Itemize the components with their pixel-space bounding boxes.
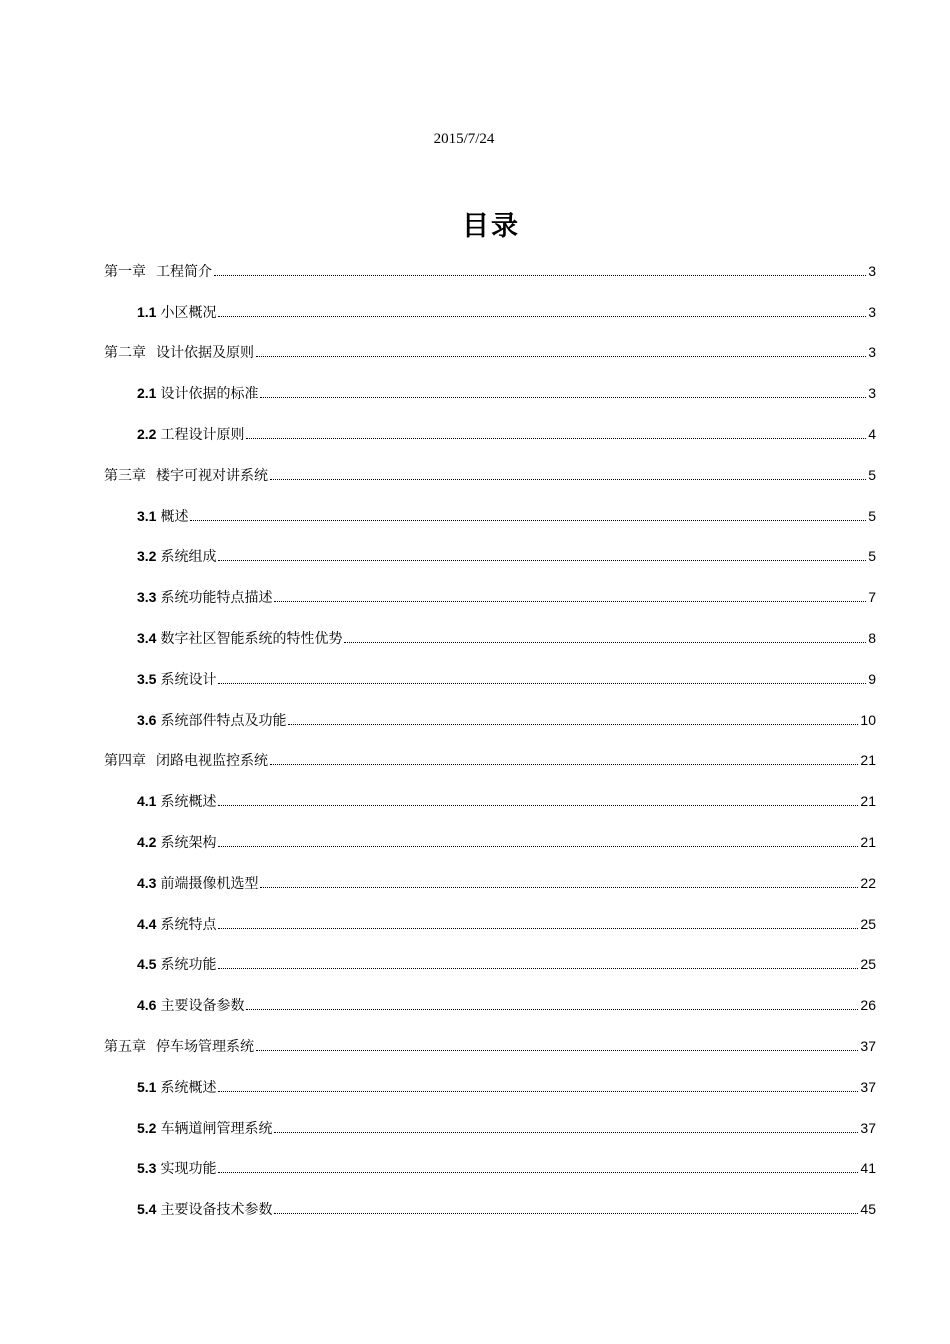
toc-entry-title: 小区概况 (160, 303, 217, 320)
toc-entry-title: 系统特点 (160, 915, 217, 932)
toc-chapter-entry[interactable] (104, 1025, 876, 1066)
toc-page-number: 25 (860, 915, 876, 932)
toc-section-number: 5.4 (137, 1201, 157, 1218)
table-of-contents (104, 250, 876, 1229)
toc-entry-title: 闭路电视监控系统 (156, 752, 268, 769)
toc-entry-title: 主要设备技术参数 (160, 1201, 273, 1218)
toc-section-entry[interactable] (104, 658, 876, 699)
toc-page-number: 3 (868, 262, 876, 279)
toc-dot-leader (218, 316, 866, 317)
toc-section-entry[interactable] (104, 780, 876, 821)
toc-entry-title: 数字社区智能系统的特性优势 (160, 629, 343, 646)
toc-dot-leader (218, 805, 858, 806)
toc-dot-leader (218, 968, 858, 969)
toc-entry-title: 系统部件特点及功能 (160, 711, 287, 728)
toc-chapter-entry[interactable] (104, 332, 876, 373)
toc-page-number: 26 (860, 997, 876, 1014)
toc-section-entry[interactable] (104, 944, 876, 985)
toc-section-number: 5.2 (137, 1119, 157, 1136)
toc-section-entry[interactable] (104, 576, 876, 617)
toc-section-entry[interactable] (104, 903, 876, 944)
toc-section-number: 2.1 (137, 385, 157, 402)
toc-section-number: 4.3 (137, 874, 157, 891)
toc-dot-leader (214, 275, 866, 276)
toc-page-number: 37 (860, 1037, 876, 1054)
toc-page-number: 9 (868, 670, 876, 687)
toc-entry-title: 系统组成 (160, 548, 217, 565)
toc-section-entry[interactable] (104, 862, 876, 903)
toc-dot-leader (246, 1009, 858, 1010)
toc-page-number: 5 (868, 466, 876, 483)
toc-section-number: 3.3 (137, 589, 157, 606)
toc-entry-title: 实现功能 (160, 1160, 217, 1177)
toc-entry-title: 概述 (160, 507, 189, 524)
toc-section-entry[interactable] (104, 536, 876, 577)
toc-chapter-entry[interactable] (104, 740, 876, 781)
toc-section-entry[interactable] (104, 495, 876, 536)
toc-chapter-entry[interactable] (104, 454, 876, 495)
toc-dot-leader (260, 397, 866, 398)
toc-dot-leader (344, 642, 866, 643)
toc-entry-title: 设计依据的标准 (160, 385, 259, 402)
toc-section-entry[interactable] (104, 1107, 876, 1148)
toc-entry-title: 工程设计原则 (160, 425, 245, 442)
toc-entry-title: 设计依据及原则 (156, 344, 254, 361)
toc-section-number: 4.4 (137, 915, 157, 932)
toc-page-number: 37 (860, 1078, 876, 1095)
toc-chapter-number: 第三章 (104, 466, 146, 483)
toc-section-number: 3.1 (137, 507, 157, 524)
toc-section-entry[interactable] (104, 372, 876, 413)
toc-page-number: 45 (860, 1201, 876, 1218)
toc-section-number: 3.4 (137, 629, 157, 646)
toc-dot-leader (218, 1172, 858, 1173)
toc-page-number: 25 (860, 956, 876, 973)
toc-entry-title: 主要设备参数 (160, 997, 245, 1014)
toc-section-number: 4.2 (137, 833, 157, 850)
toc-page-number: 21 (860, 833, 876, 850)
toc-chapter-number: 第四章 (104, 752, 146, 769)
toc-dot-leader (274, 1213, 858, 1214)
toc-entry-title: 系统功能特点描述 (160, 589, 273, 606)
toc-dot-leader (218, 928, 858, 929)
toc-dot-leader (218, 560, 866, 561)
toc-title: 目录 (462, 211, 520, 242)
toc-section-number: 4.6 (137, 997, 157, 1014)
toc-section-entry[interactable] (104, 1066, 876, 1107)
toc-entry-title: 车辆道闸管理系统 (160, 1119, 273, 1136)
toc-section-number: 4.1 (137, 793, 157, 810)
toc-dot-leader (288, 724, 858, 725)
toc-section-entry[interactable] (104, 1148, 876, 1189)
toc-page-number: 5 (868, 548, 876, 565)
toc-entry-title: 系统功能 (160, 956, 217, 973)
toc-page-number: 22 (860, 874, 876, 891)
toc-entry-title: 工程简介 (156, 262, 212, 279)
toc-section-entry[interactable] (104, 699, 876, 740)
toc-dot-leader (190, 520, 866, 521)
toc-page-number: 3 (868, 344, 876, 361)
toc-entry-title: 系统概述 (160, 793, 217, 810)
toc-page-number: 7 (868, 589, 876, 606)
toc-page-number: 8 (868, 629, 876, 646)
toc-entry-title: 停车场管理系统 (156, 1037, 254, 1054)
toc-dot-leader (256, 356, 866, 357)
toc-section-entry[interactable] (104, 291, 876, 332)
toc-chapter-number: 第一章 (104, 262, 146, 279)
toc-section-number: 1.1 (137, 303, 157, 320)
toc-chapter-number: 第二章 (104, 344, 146, 361)
toc-chapter-entry[interactable] (104, 250, 876, 291)
toc-dot-leader (260, 887, 858, 888)
toc-section-number: 5.1 (137, 1078, 157, 1095)
header-date: 2015/7/24 (433, 131, 495, 147)
toc-page-number: 41 (860, 1160, 876, 1177)
toc-dot-leader (246, 438, 866, 439)
toc-entry-title: 系统设计 (160, 670, 217, 687)
toc-dot-leader (274, 1132, 858, 1133)
toc-section-number: 3.5 (137, 670, 157, 687)
toc-page-number: 21 (860, 793, 876, 810)
toc-entry-title: 系统架构 (160, 833, 217, 850)
toc-page-number: 21 (860, 752, 876, 769)
toc-chapter-number: 第五章 (104, 1037, 146, 1054)
toc-dot-leader (270, 479, 866, 480)
toc-section-entry[interactable] (104, 617, 876, 658)
toc-dot-leader (256, 1050, 858, 1051)
toc-section-number: 3.6 (137, 711, 157, 728)
toc-page-number: 3 (868, 385, 876, 402)
toc-entry-title: 楼宇可视对讲系统 (156, 466, 268, 483)
toc-dot-leader (218, 683, 866, 684)
toc-page-number: 5 (868, 507, 876, 524)
toc-section-entry[interactable] (104, 984, 876, 1025)
toc-section-entry[interactable] (104, 821, 876, 862)
toc-page-number: 37 (860, 1119, 876, 1136)
toc-entry-title: 系统概述 (160, 1078, 217, 1095)
toc-dot-leader (218, 846, 858, 847)
toc-section-entry[interactable] (104, 1188, 876, 1229)
toc-page-number: 10 (860, 711, 876, 728)
toc-page-number: 3 (868, 303, 876, 320)
toc-dot-leader (270, 764, 858, 765)
toc-dot-leader (274, 601, 866, 602)
toc-dot-leader (218, 1091, 858, 1092)
toc-section-number: 5.3 (137, 1160, 157, 1177)
toc-section-number: 3.2 (137, 548, 157, 565)
toc-page-number: 4 (868, 425, 876, 442)
toc-section-number: 2.2 (137, 425, 157, 442)
toc-section-number: 4.5 (137, 956, 157, 973)
toc-entry-title: 前端摄像机选型 (160, 874, 259, 891)
toc-section-entry[interactable] (104, 413, 876, 454)
